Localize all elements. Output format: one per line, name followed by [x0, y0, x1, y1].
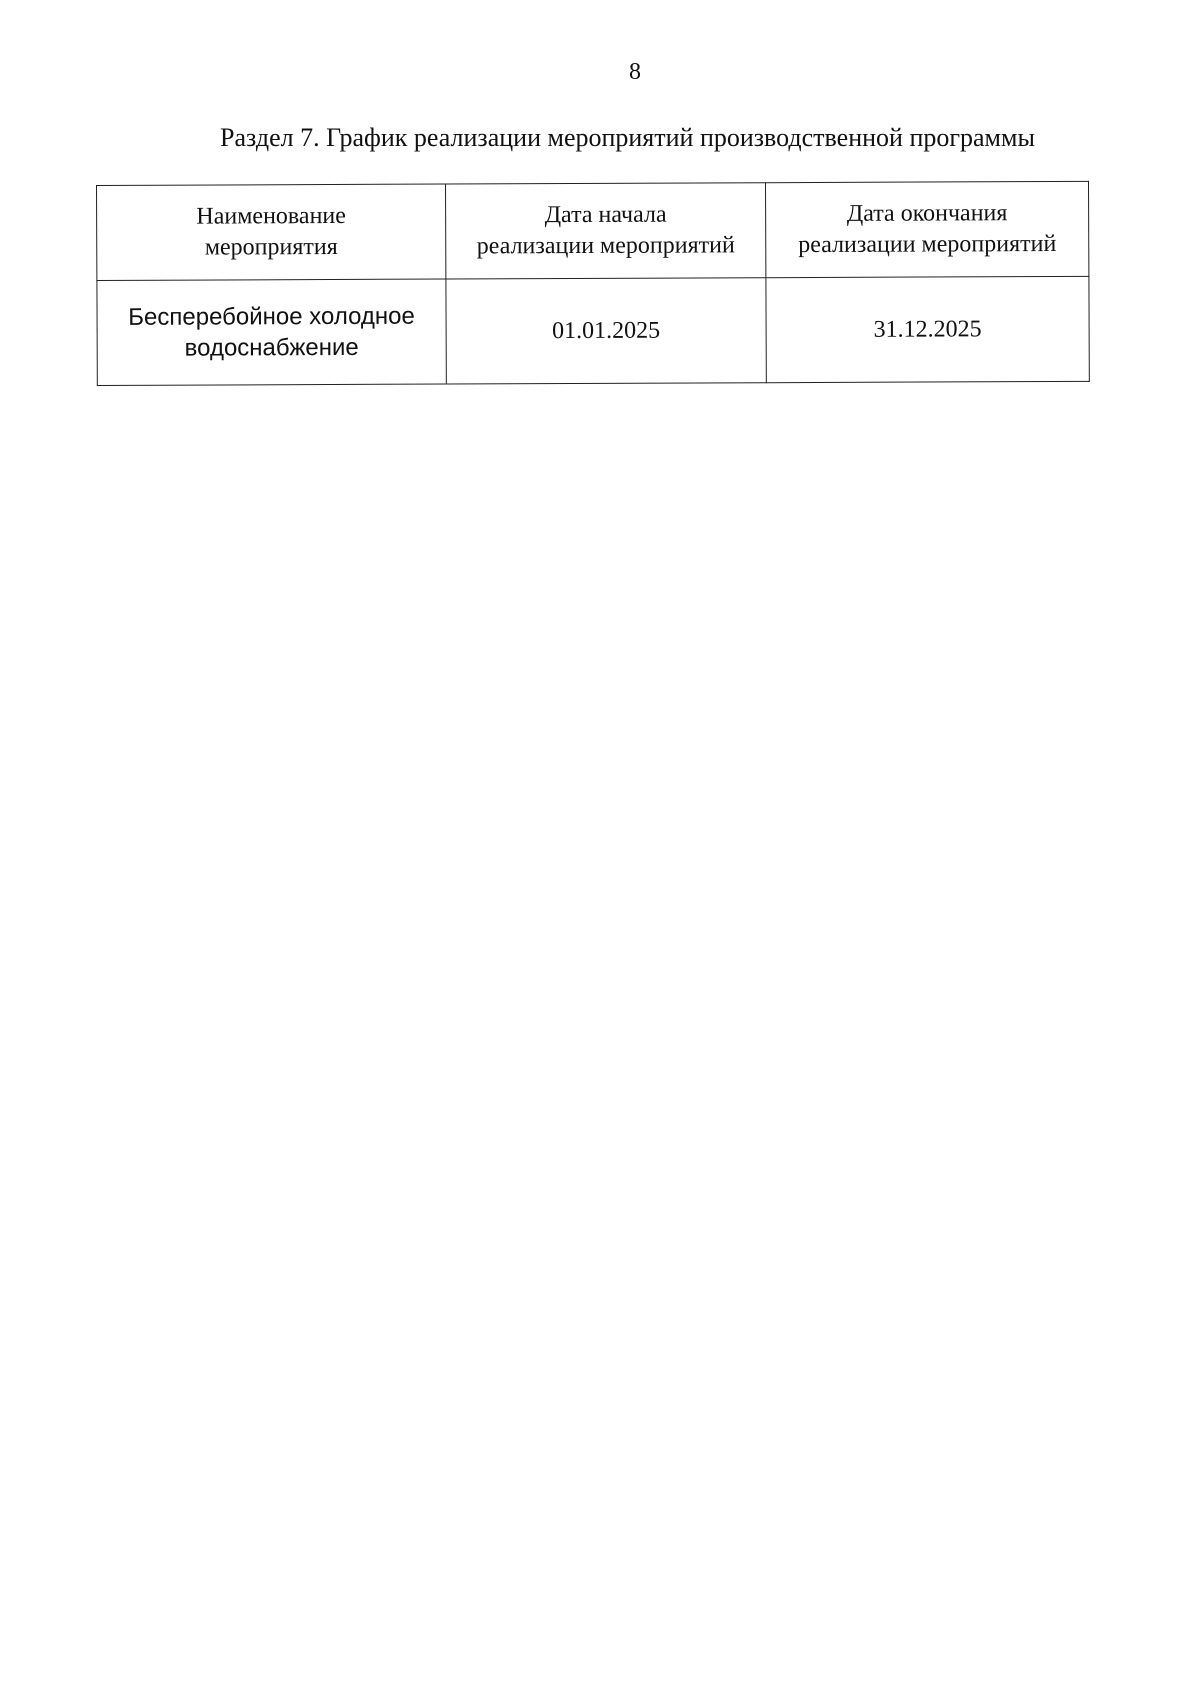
header-event-name	[97, 184, 446, 280]
cell-event-name-line-2: водоснабжение	[184, 333, 359, 362]
page-number: 8	[629, 59, 641, 85]
header-event-name-line-2: мероприятия	[204, 233, 338, 261]
header-start-date	[445, 183, 765, 279]
cell-event-name-line-1: Бесперебойное холодное	[128, 302, 415, 331]
header-start-date-line-2: реализации мероприятий	[476, 232, 735, 260]
cell-event-name	[97, 279, 446, 385]
header-end-date-line-1: Дата окончания	[846, 200, 1008, 227]
header-start-date-line-1: Дата начала	[544, 201, 667, 229]
header-event-name-line-1: Наименование	[196, 202, 346, 230]
cell-end-date: 31.12.2025	[766, 276, 1089, 382]
table-header-row	[97, 181, 1089, 280]
cell-start-date: 01.01.2025	[446, 278, 766, 384]
section-title: Раздел 7. График реализации мероприятий производственной программы	[220, 123, 1035, 152]
schedule-table	[96, 181, 1090, 386]
header-end-date	[765, 181, 1088, 277]
header-end-date-line-2: реализации мероприятий	[798, 230, 1057, 259]
table-row	[97, 276, 1089, 385]
